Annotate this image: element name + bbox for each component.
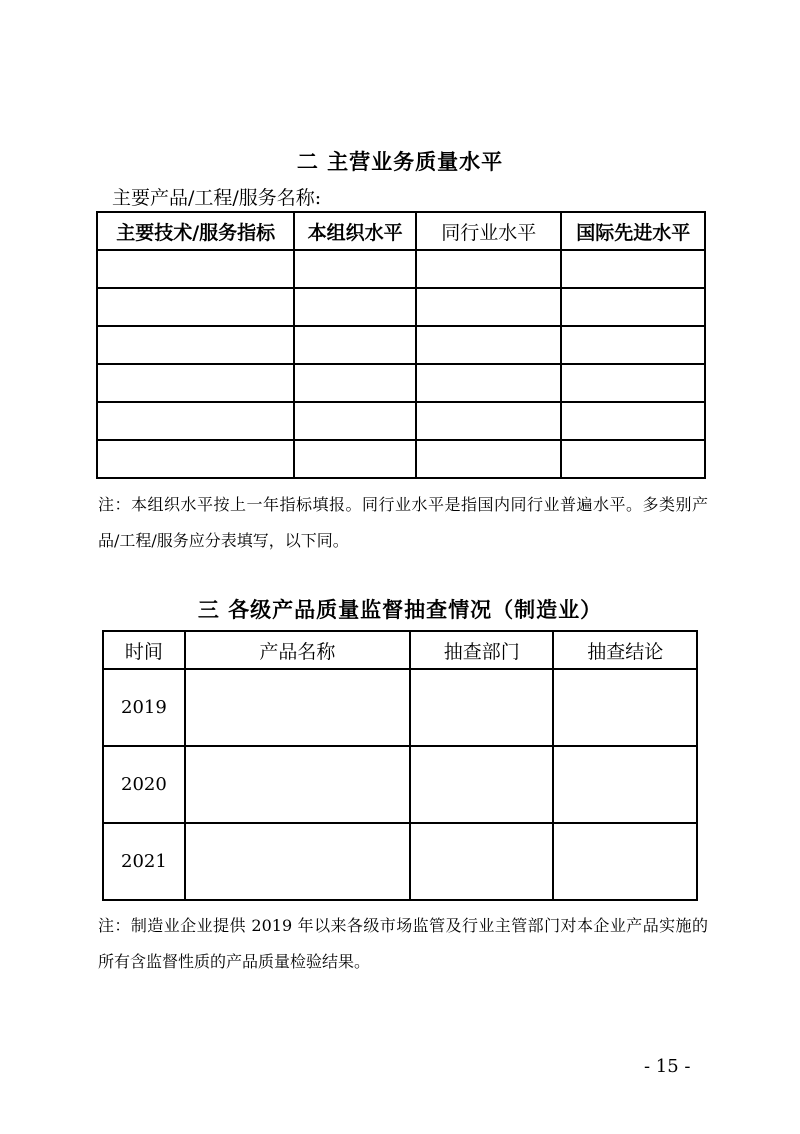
table-cell[interactable] xyxy=(294,364,416,402)
table-cell[interactable] xyxy=(294,250,416,288)
table-cell[interactable] xyxy=(410,746,553,823)
table-row xyxy=(103,669,697,746)
header-inspection-dept: 抽查部门 xyxy=(410,631,553,669)
table-cell[interactable] xyxy=(97,440,294,478)
table-row xyxy=(97,250,705,288)
table-cell[interactable] xyxy=(294,440,416,478)
product-name-label: 主要产品/工程/服务名称: xyxy=(112,187,322,209)
table-cell[interactable] xyxy=(553,746,697,823)
header-time: 时间 xyxy=(103,631,185,669)
table-cell[interactable] xyxy=(553,823,697,900)
table-cell[interactable] xyxy=(416,402,562,440)
section-3-note: 注：制造业企业提供 2019 年以来各级市场监管及行业主管部门对本企业产品实施的所有含监督性质的产品质量检验结果。 xyxy=(98,916,708,971)
table-cell[interactable] xyxy=(97,250,294,288)
table-header-row xyxy=(97,212,705,250)
table-cell[interactable] xyxy=(97,402,294,440)
table-cell[interactable] xyxy=(553,669,697,746)
table-cell[interactable] xyxy=(185,823,410,900)
table-cell[interactable] xyxy=(416,440,562,478)
table-cell[interactable] xyxy=(410,669,553,746)
page-number: - 15 - xyxy=(644,1056,691,1077)
table-header-row xyxy=(103,631,697,669)
table-cell[interactable] xyxy=(416,326,562,364)
table-row xyxy=(103,746,697,823)
table-cell[interactable] xyxy=(561,440,705,478)
table-cell[interactable] xyxy=(561,364,705,402)
table-row xyxy=(97,402,705,440)
table-cell[interactable] xyxy=(410,823,553,900)
header-org-level: 本组织水平 xyxy=(294,212,416,250)
table-cell[interactable] xyxy=(294,402,416,440)
table-cell[interactable] xyxy=(97,364,294,402)
section-2-note: 注：本组织水平按上一年指标填报。同行业水平是指国内同行业普遍水平。多类别产品/工程/服务应分表填写，以下同。 xyxy=(98,495,708,550)
header-product-name: 产品名称 xyxy=(185,631,410,669)
section-2-title: 二 主营业务质量水平 xyxy=(296,150,504,174)
table-cell[interactable] xyxy=(185,669,410,746)
table-cell[interactable] xyxy=(97,288,294,326)
year-cell: 2021 xyxy=(103,823,185,900)
table-cell[interactable] xyxy=(416,288,562,326)
quality-level-table xyxy=(96,211,706,479)
section-3-title: 三 各级产品质量监督抽查情况（制造业） xyxy=(197,598,603,622)
table-cell[interactable] xyxy=(416,364,562,402)
table-cell[interactable] xyxy=(561,250,705,288)
year-cell: 2020 xyxy=(103,746,185,823)
inspection-table xyxy=(102,630,698,901)
year-cell: 2019 xyxy=(103,669,185,746)
header-inspection-result: 抽查结论 xyxy=(553,631,697,669)
header-industry-level: 同行业水平 xyxy=(416,212,562,250)
header-international-level: 国际先进水平 xyxy=(561,212,705,250)
table-cell[interactable] xyxy=(416,250,562,288)
table-row xyxy=(97,326,705,364)
table-row xyxy=(103,823,697,900)
header-indicator: 主要技术/服务指标 xyxy=(97,212,294,250)
table-cell[interactable] xyxy=(561,326,705,364)
table-cell[interactable] xyxy=(185,746,410,823)
table-row xyxy=(97,440,705,478)
table-row xyxy=(97,364,705,402)
table-cell[interactable] xyxy=(561,288,705,326)
table-row xyxy=(97,288,705,326)
table-cell[interactable] xyxy=(294,288,416,326)
table-cell[interactable] xyxy=(294,326,416,364)
table-cell[interactable] xyxy=(561,402,705,440)
table-cell[interactable] xyxy=(97,326,294,364)
